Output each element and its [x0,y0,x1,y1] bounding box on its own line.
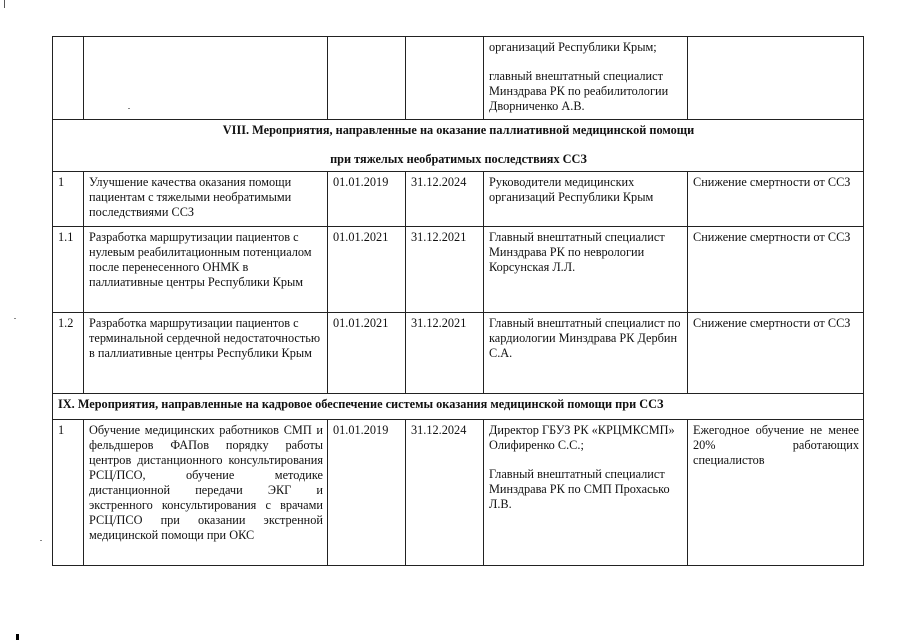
cell-start: 01.01.2019 [328,172,406,227]
cell-num [53,37,84,120]
scan-speck [128,108,130,109]
responsible-text: организаций Республики Крым; [489,40,657,54]
cell-start: 01.01.2019 [328,420,406,566]
table-row [53,420,864,566]
section-viii-heading [53,120,864,172]
responsible-text: главный внештатный специалист Минздрава РК по реабилитологии Дворниченко А.В. [489,69,669,113]
cell-num: 1 [53,172,84,227]
responsible-text: Директор ГБУЗ РК «КРЦМКСМП» Олифиренко С.С.; [489,423,675,452]
cell-end: 31.12.2021 [406,313,484,394]
cell-num: 1 [53,420,84,566]
table-row [53,313,864,394]
section-header-row [53,120,864,172]
scan-edge-mark [4,0,5,8]
table-row [53,227,864,313]
cell-start [328,37,406,120]
cell-end: 31.12.2024 [406,420,484,566]
cell-responsible [484,37,688,120]
cell-end: 31.12.2021 [406,227,484,313]
cell-end [406,37,484,120]
cell-result: Снижение смертности от ССЗ [688,313,864,394]
cell-responsible: Главный внештатный специалист по кардиологии Минздрава РК Дербин С.А. [484,313,688,394]
cell-num: 1.2 [53,313,84,394]
scan-page-mark [16,634,19,640]
cell-activity: Обучение медицинских работников СМП и фельдшеров ФАПов порядку работы центров дистанционного консультирования РСЦ/ПСО, обучение методике дистанционной передачи ЭКГ и экстренного консультирования с врачами РСЦ/ПСО при оказании экстренной медицинской помощи при ОКС [84,420,328,566]
cell-responsible: Руководители медицинских организаций Республики Крым [484,172,688,227]
activities-table [52,36,864,566]
table-row [53,172,864,227]
cell-activity [84,37,328,120]
cell-start: 01.01.2021 [328,313,406,394]
cell-activity: Разработка маршрутизации пациентов с нулевым реабилитационным потенциалом после перенесенного ОНМК в паллиативные центры Республики Крым [84,227,328,313]
section-header-row [53,394,864,420]
cell-result: Ежегодное обучение не менее 20% работающих специалистов [688,420,864,566]
table-row-continuation [53,37,864,120]
section-heading-line: при тяжелых необратимых последствиях ССЗ [330,152,587,166]
section-ix-heading: IX. Мероприятия, направленные на кадровое обеспечение системы оказания медицинской помощи при ССЗ [53,394,864,420]
cell-responsible: Главный внештатный специалист Минздрава РК по неврологии Корсунская Л.Л. [484,227,688,313]
cell-end: 31.12.2024 [406,172,484,227]
cell-activity: Разработка маршрутизации пациентов с терминальной сердечной недостаточностью в паллиативные центры Республики Крым [84,313,328,394]
cell-activity: Улучшение качества оказания помощи пациентам с тяжелыми необратимыми последствиями ССЗ [84,172,328,227]
scan-speck [14,318,16,319]
scan-speck [40,540,42,541]
cell-start: 01.01.2021 [328,227,406,313]
cell-result [688,37,864,120]
responsible-text: Главный внештатный специалист Минздрава РК по СМП Прохасько Л.В. [489,467,670,511]
section-heading-line: VIII. Мероприятия, направленные на оказание паллиативной медицинской помощи [222,123,695,137]
cell-result: Снижение смертности от ССЗ [688,172,864,227]
cell-num: 1.1 [53,227,84,313]
cell-responsible [484,420,688,566]
cell-result: Снижение смертности от ССЗ [688,227,864,313]
